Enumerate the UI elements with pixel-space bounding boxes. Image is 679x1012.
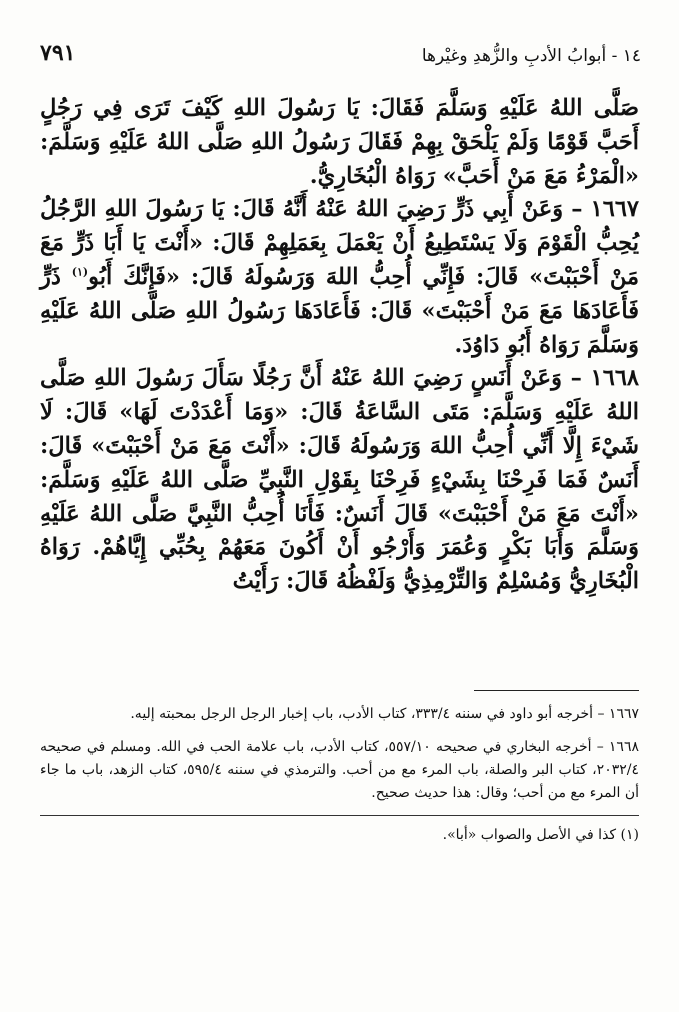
hadith-1667: [40, 193, 639, 362]
footnote-1667: ١٦٦٧ – أخرجه أبو داود في سننه ٣٣٣/٤، كتاب الأدب، باب إخبار الرجل الرجل بمحبته إليه.: [130, 706, 639, 722]
hadith-1668: [40, 362, 639, 599]
footnote-separator: [474, 690, 639, 691]
running-title: ١٤ - أبوابُ الأدبِ والزُّهدِ وغيْرها: [421, 46, 641, 66]
footnote-1668: ١٦٦٨ – أخرجه البخاري في صحيحه ٥٥٧/١٠، كتاب الأدب، باب علامة الحب في الله. ومسلم في صحيحه ٢٠٣٢/٤، كتاب البر والصلة، باب المرء مع من أحب. والترمذي في سننه ٥٩٥/٤، كتاب الزهد، باب ما جاء أن المرء مع من أحب؛ وقال: هذا حديث صحيح.: [40, 739, 639, 801]
footnote-marker: (١): [71, 265, 89, 279]
page-number: ٧٩١: [40, 40, 76, 66]
hadith-text: ذَرٍّ فَأَعَادَهَا مَعَ مَنْ أَحْبَبْتَ» قَالَ: فَأَعَادَهَا رَسُولُ اللهِ صَلَّى اللهُ عَلَيْهِ وَسَلَّمَ رَوَاهُ أَبُو دَاوُدَ.: [40, 263, 639, 358]
paragraph-continued: صَلَّى اللهُ عَلَيْهِ وَسَلَّمَ فَقَالَ: يَا رَسُولَ اللهِ كَيْفَ تَرَى فِي رَجُلٍ أَحَبَّ قَوْمًا وَلَمْ يَلْحَقْ بِهِمْ فَقَالَ رَسُولُ اللهِ صَلَّى اللهُ عَلَيْهِ وَسَلَّمَ: «الْمَرْءُ مَعَ مَنْ أَحَبَّ» رَوَاهُ الْبُخَارِيُّ.: [40, 95, 639, 189]
main-text: [40, 92, 639, 599]
hadith-text: – وَعَنْ أَبِي ذَرٍّ رَضِيَ اللهُ عَنْهُ أَنَّهُ قَالَ: يَا رَسُولَ اللهِ الرَّجُلُ يُحِبُّ الْقَوْمَ وَلَا يَسْتَطِيعُ أَنْ يَعْمَلَ بِعَمَلِهِمْ قَالَ: «أَنْتَ يَا أَبَا ذَرٍّ مَعَ مَنْ أَحْبَبْتَ» قَالَ: فَإِنِّي أُحِبُّ اللهَ وَرَسُولَهُ قَالَ: «فَإِنَّكَ أَبُو: [40, 196, 639, 290]
hadith-number: ١٦٦٧: [590, 196, 639, 223]
footnote-1: (١) كذا في الأصل والصواب «أبا».: [40, 815, 639, 847]
hadith-text: – وَعَنْ أَنَسٍ رَضِيَ اللهُ عَنْهُ أَنَّ رَجُلًا سَأَلَ رَسُولَ اللهِ صَلَّى اللهُ عَلَيْهِ وَسَلَّمَ: مَتَى السَّاعَةُ قَالَ: «وَمَا أَعْدَدْتَ لَهَا» قَالَ: لَا شَيْءَ إِلَّا أَنِّي أُحِبُّ اللهَ وَرَسُولَهُ قَالَ: «أَنْتَ مَعَ مَنْ أَحْبَبْتَ» قَالَ: أَنَسٌ فَمَا فَرِحْنَا بِشَيْءٍ فَرِحْنَا بِقَوْلِ النَّبِيِّ صَلَّى اللهُ عَلَيْهِ وَسَلَّمَ: «أَنْتَ مَعَ مَنْ أَحْبَبْتَ» قَالَ أَنَسٌ: فَأَنَا أُحِبُّ النَّبِيَّ صَلَّى اللهُ عَلَيْهِ وَسَلَّمَ وَأَبَا بَكْرٍ وَعُمَرَ وَأَرْجُو أَنْ أَكُونَ مَعَهُمْ بِحُبِّي إِيَّاهُمْ. رَوَاهُ الْبُخَارِيُّ وَمُسْلِمٌ وَالتِّرْمِذِيُّ وَلَفْظُهُ قَالَ: رَأَيْتُ: [40, 365, 639, 595]
footnotes: [40, 703, 639, 857]
hadith-number: ١٦٦٨: [590, 365, 639, 392]
page-header: [40, 40, 641, 74]
